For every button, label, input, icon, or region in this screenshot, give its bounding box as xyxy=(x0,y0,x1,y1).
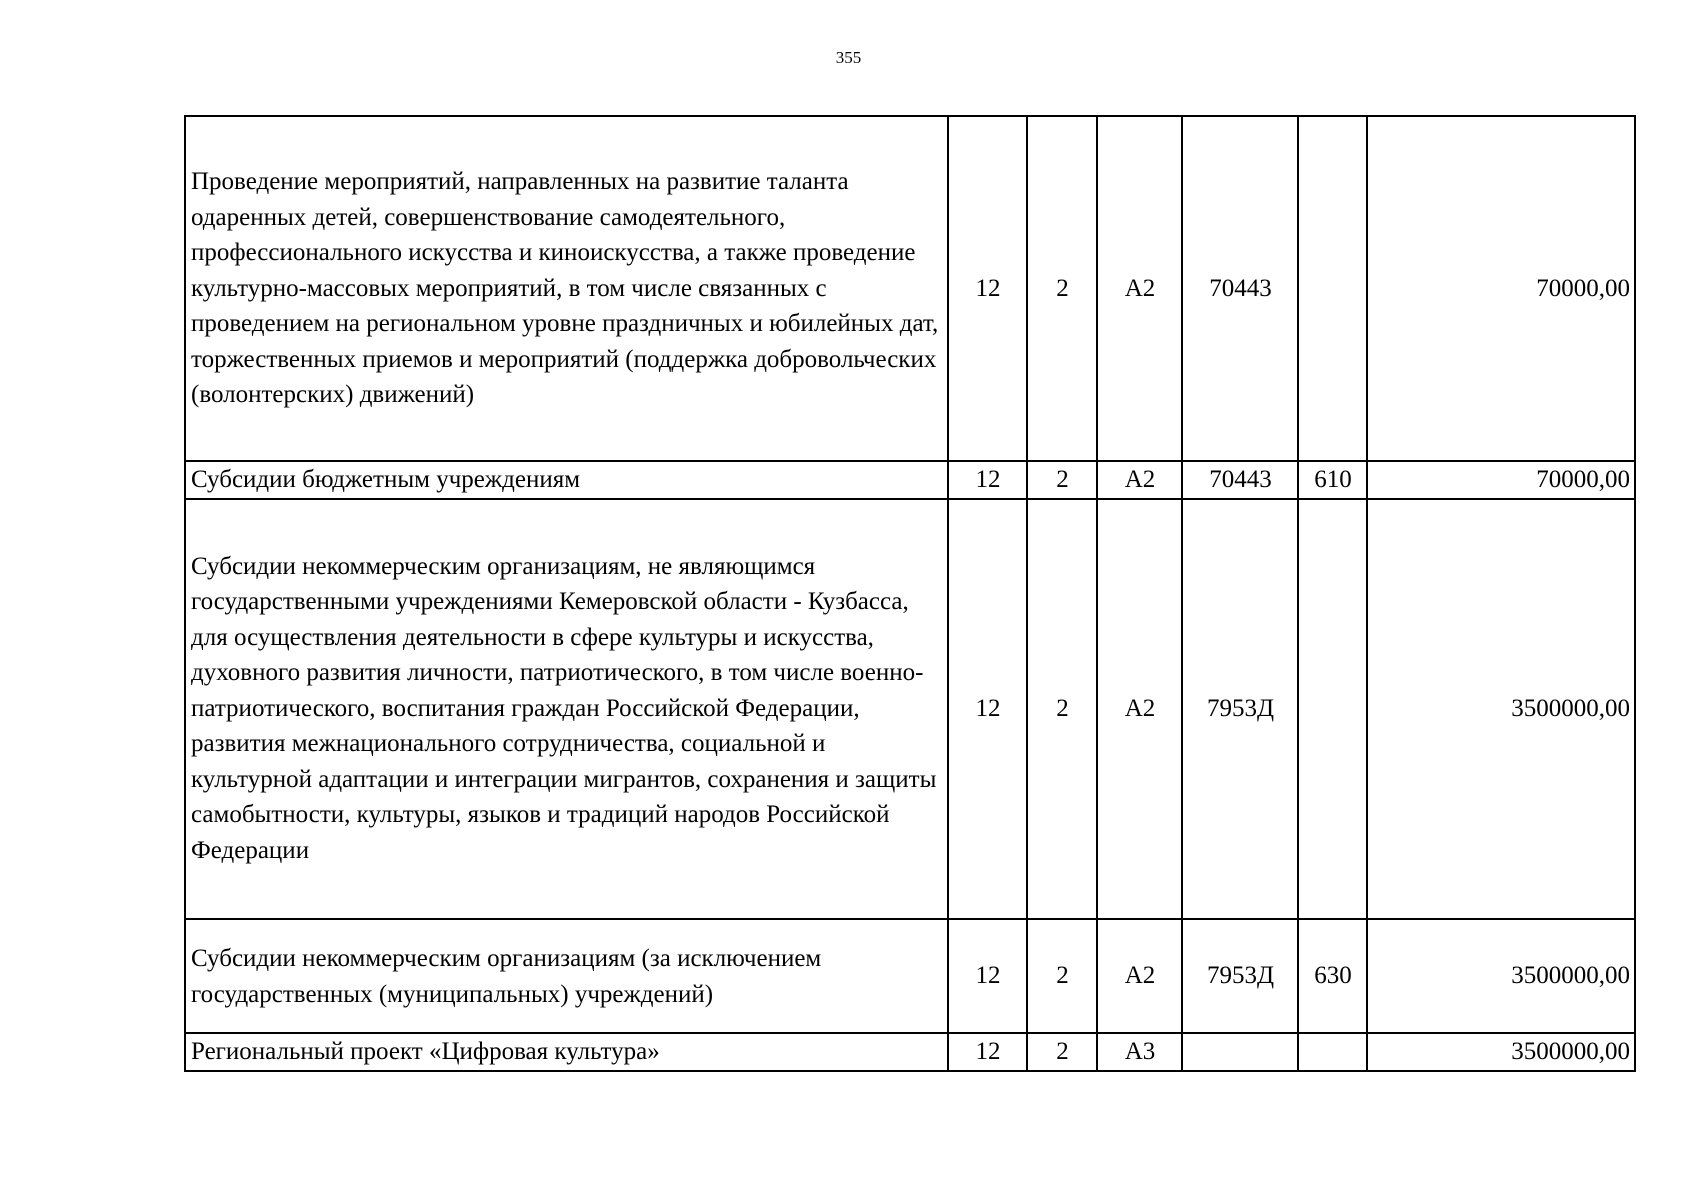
expense-type-code xyxy=(1298,499,1367,919)
table-row xyxy=(185,1033,1635,1071)
program-code: 2 xyxy=(1027,116,1097,461)
amount: 3500000,00 xyxy=(1367,499,1635,919)
row-description: Субсидии бюджетным учреждениям xyxy=(185,461,948,499)
expense-code: 70443 xyxy=(1182,461,1298,499)
program-code: 2 xyxy=(1027,499,1097,919)
project-code: А3 xyxy=(1097,1033,1182,1071)
amount: 3500000,00 xyxy=(1367,1033,1635,1071)
project-code: А2 xyxy=(1097,919,1182,1033)
project-code: А2 xyxy=(1097,461,1182,499)
amount: 70000,00 xyxy=(1367,116,1635,461)
expense-code: 7953Д xyxy=(1182,919,1298,1033)
ministry-code: 12 xyxy=(948,1033,1027,1071)
table-row xyxy=(185,499,1635,919)
program-code: 2 xyxy=(1027,461,1097,499)
row-description: Региональный проект «Цифровая культура» xyxy=(185,1033,948,1071)
row-description: Проведение мероприятий, направленных на развитие таланта одаренных детей, совершенствование самодеятельного, профессионального искусства и киноискусства, а также проведение культурно-массовых мероприятий, в том числе связанных с проведением на региональном уровне праздничных и юбилейных дат, торжественных приемов и мероприятий (поддержка добровольческих (волонтерских) движений) xyxy=(185,116,948,461)
expense-type-code: 610 xyxy=(1298,461,1367,499)
budget-table xyxy=(184,115,1636,1072)
ministry-code: 12 xyxy=(948,116,1027,461)
amount: 70000,00 xyxy=(1367,461,1635,499)
table-row xyxy=(185,116,1635,461)
project-code: А2 xyxy=(1097,116,1182,461)
expense-type-code: 630 xyxy=(1298,919,1367,1033)
table-row xyxy=(185,919,1635,1033)
project-code: А2 xyxy=(1097,499,1182,919)
program-code: 2 xyxy=(1027,1033,1097,1071)
expense-code: 70443 xyxy=(1182,116,1298,461)
ministry-code: 12 xyxy=(948,499,1027,919)
table-row xyxy=(185,461,1635,499)
amount: 3500000,00 xyxy=(1367,919,1635,1033)
expense-code: 7953Д xyxy=(1182,499,1298,919)
row-description: Субсидии некоммерческим организациям (за исключением государственных (муниципальных) учреждений) xyxy=(185,919,948,1033)
ministry-code: 12 xyxy=(948,461,1027,499)
expense-code xyxy=(1182,1033,1298,1071)
program-code: 2 xyxy=(1027,919,1097,1033)
page-number: 355 xyxy=(835,48,862,67)
ministry-code: 12 xyxy=(948,919,1027,1033)
expense-type-code xyxy=(1298,1033,1367,1071)
expense-type-code xyxy=(1298,116,1367,461)
row-description: Субсидии некоммерческим организациям, не являющимся государственными учреждениями Кемеровской области - Кузбасса, для осуществления деятельности в сфере культуры и искусства, духовного развития личности, патриотического, в том числе военно-патриотического, воспитания граждан Российской Федерации, развития межнационального сотрудничества, социальной и культурной адаптации и интеграции мигрантов, сохранения и защиты самобытности, культуры, языков и традиций народов Российской Федерации xyxy=(185,499,948,919)
